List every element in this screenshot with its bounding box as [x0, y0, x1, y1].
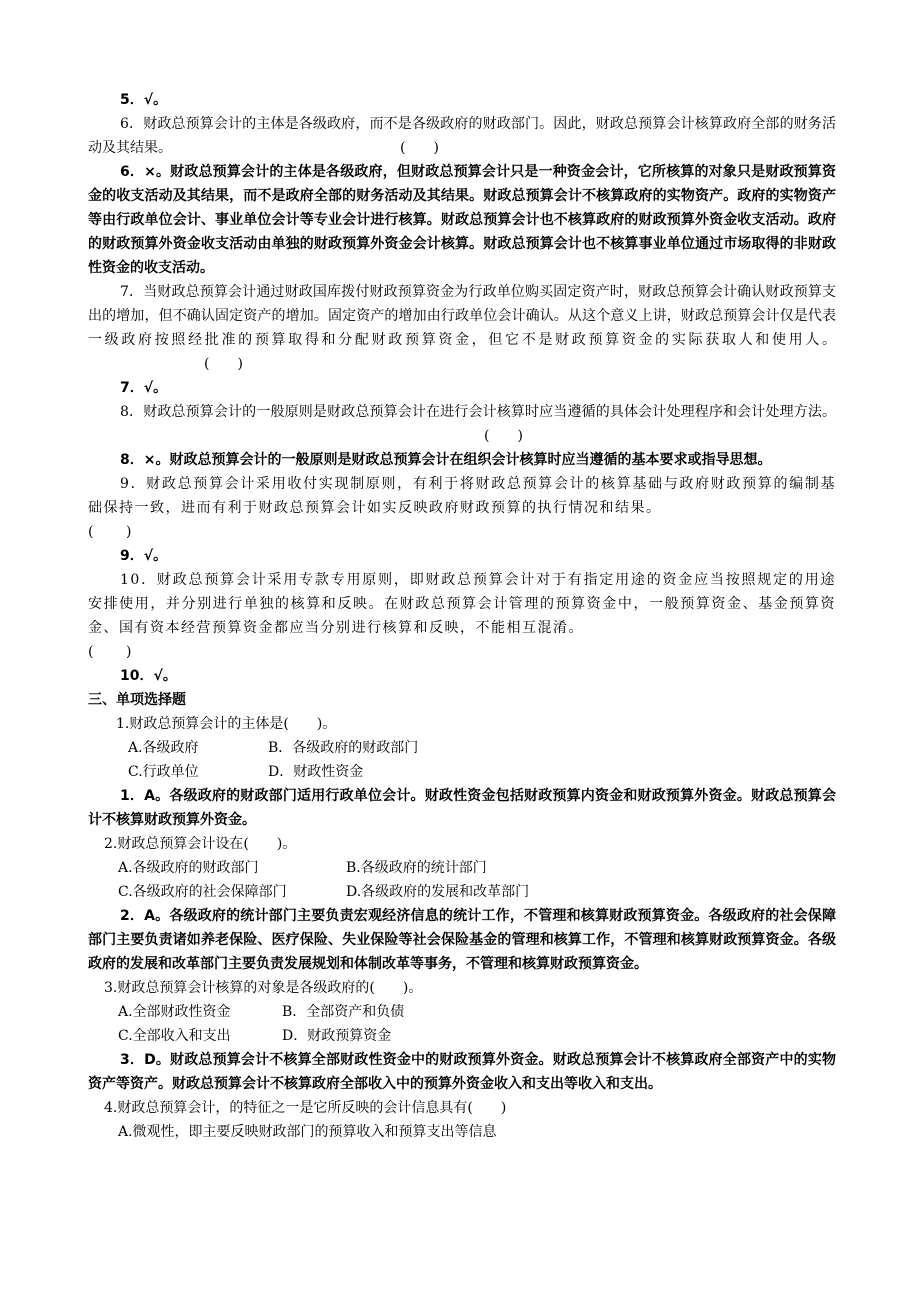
- mcq-2-options-cd: [88, 880, 836, 904]
- section-heading: 三、单项选择题: [88, 692, 186, 708]
- mcq-1-options-ab: [88, 736, 836, 760]
- mcq-answer-2: 2．A。各级政府的统计部门主要负责宏观经济信息的统计工作，不管理和核算财政预算资金。各级政府的社会保障部门主要负责诸如养老保险、医疗保险、失业保险等社会保险基金的管理和核算工作，不管理和核算财政预算资金。各级政府的发展和改革部门主要负责发展规划和体制改革等事务，不管理和核算财政预算资金。: [88, 908, 836, 972]
- question-6-blank: ( ): [400, 140, 439, 156]
- question-9-blank: ( ): [88, 524, 133, 540]
- mcq-3-option-b: B．全部资产和负债: [282, 1004, 405, 1020]
- mcq-1-option-c: C.行政单位: [128, 764, 199, 780]
- mcq-3-option-d: D．财政预算资金: [282, 1028, 392, 1044]
- mcq-3-option-a: A.全部财政性资金: [118, 1004, 231, 1020]
- mcq-1-option-a: A.各级政府: [128, 740, 199, 756]
- question-9: [88, 472, 836, 544]
- question-7-text: 7．当财政总预算会计通过财政国库拨付财政预算资金为行政单位购买固定资产时，财政总预算会计确认财政预算支出的增加，但不确认固定资产的增加。固定资产的增加由行政单位会计确认。从这个意义上讲，财政总预算会计仅是代表一级政府按照经批准的预算取得和分配财政预算资金，但它不是财政预算资金的实际获取人和使用人。: [88, 284, 836, 348]
- mcq-2-option-a: A.各级政府的财政部门: [118, 860, 259, 876]
- question-7-blank: ( ): [204, 356, 243, 372]
- question-6-text: 6．财政总预算会计的主体是各级政府，而不是各级政府的财政部门。因此，财政总预算会计核算政府全部的财务活动及其结果。: [88, 116, 836, 156]
- answer-9: 9．√。: [120, 548, 168, 564]
- question-7: [88, 280, 836, 376]
- question-8: [88, 400, 836, 448]
- answer-7: 7．√。: [120, 380, 168, 396]
- mcq-2-option-c: C.各级政府的社会保障部门: [118, 884, 287, 900]
- answer-5: 5．√。: [120, 92, 168, 108]
- answer-10: 10．√。: [120, 668, 177, 684]
- answer-6: 6．×。财政总预算会计的主体是各级政府，但财政总预算会计只是一种资金会计，它所核算的对象只是财政预算资金的收支活动及其结果，而不是政府全部的财务活动及其结果。财政总预算会计不核算政府的实物资产。政府的实物资产等由行政单位会计、事业单位会计等专业会计进行核算。财政总预算会计也不核算政府的财政预算外资金收支活动。政府的财政预算外资金收支活动由单独的财政预算外资金会计核算。财政总预算会计也不核算事业单位通过市场取得的非财政性资金的收支活动。: [88, 164, 836, 276]
- question-10-text: 10．财政总预算会计采用专款专用原则，即财政总预算会计对于有指定用途的资金应当按照规定的用途安排使用，并分别进行单独的核算和反映。在财政总预算会计管理的预算资金中，一般预算资金、基金预算资金、国有资本经营预算资金都应当分别进行核算和反映，不能相互混淆。: [88, 572, 836, 636]
- mcq-2-option-b: B.各级政府的统计部门: [346, 860, 487, 876]
- question-9-text: 9．财政总预算会计采用收付实现制原则，有利于将财政总预算会计的核算基础与政府财政预算的编制基础保持一致，进而有利于财政总预算会计如实反映政府财政预算的执行情况和结果。: [88, 476, 836, 516]
- mcq-1: 1.财政总预算会计的主体是( )。: [116, 716, 337, 732]
- question-8-text: 8．财政总预算会计的一般原则是财政总预算会计在进行会计核算时应当遵循的具体会计处理程序和会计处理方法。: [120, 404, 836, 420]
- answer-8: 8．×。财政总预算会计的一般原则是财政总预算会计在组织会计核算时应当遵循的基本要求或指导思想。: [120, 452, 772, 468]
- mcq-answer-1: 1．A。各级政府的财政部门适用行政单位会计。财政性资金包括财政预算内资金和财政预算外资金。财政总预算会计不核算财政预算外资金。: [88, 788, 836, 828]
- question-8-blank: ( ): [484, 428, 523, 444]
- mcq-3-options-cd: [88, 1024, 836, 1048]
- mcq-1-option-d: D．财政性资金: [268, 764, 364, 780]
- question-10-blank: ( ): [88, 644, 133, 660]
- mcq-4-option-a: A.微观性，即主要反映财政部门的预算收入和预算支出等信息: [118, 1124, 497, 1140]
- mcq-1-options-cd: [88, 760, 836, 784]
- mcq-2: 2.财政总预算会计设在( )。: [104, 836, 297, 852]
- mcq-3-options-ab: [88, 1000, 836, 1024]
- mcq-answer-3: 3．D。财政总预算会计不核算全部财政性资金中的财政预算外资金。财政总预算会计不核算政府全部资产中的实物资产等资产。财政总预算会计不核算政府全部收入中的预算外资金收入和支出等收入和支出。: [88, 1052, 836, 1092]
- document-body: [88, 88, 836, 1144]
- mcq-3-option-c: C.全部收入和支出: [118, 1028, 231, 1044]
- mcq-2-options-ab: [88, 856, 836, 880]
- question-10: [88, 568, 836, 664]
- mcq-2-option-d: D.各级政府的发展和改革部门: [346, 884, 530, 900]
- mcq-3: 3.财政总预算会计核算的对象是各级政府的( )。: [104, 980, 423, 996]
- question-6: [88, 112, 836, 160]
- mcq-4: 4.财政总预算会计，的特征之一是它所反映的会计信息具有( ): [104, 1100, 507, 1116]
- mcq-1-option-b: B．各级政府的财政部门: [268, 740, 419, 756]
